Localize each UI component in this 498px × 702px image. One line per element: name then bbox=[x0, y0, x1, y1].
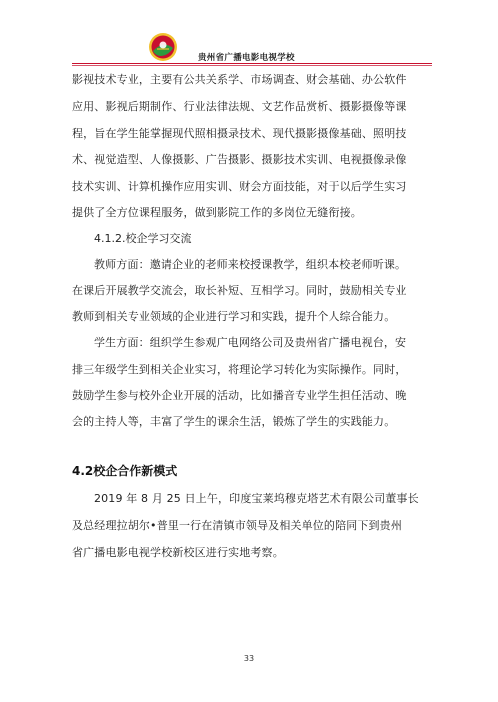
paragraph-line: 2019 年 8 月 25 日上午，印度宝莱坞穆克塔艺术有限公司董事长 bbox=[94, 492, 419, 505]
paragraph-line: 在课后开展教学交流会，取长补短、互相学习。同时，鼓励相关专业 bbox=[72, 284, 407, 297]
school-name: 贵州省广播电影电视学校 bbox=[198, 53, 295, 63]
section-heading: 4.2校企合作新模式 bbox=[72, 464, 178, 478]
header-divider-secondary bbox=[72, 65, 432, 66]
paragraph-line: 术、视觉造型、人像摄影、广告摄影、摄影技术实训、电视摄像录像 bbox=[72, 153, 407, 166]
paragraph-line: 省广播电影电视学校新校区进行实地考察。 bbox=[72, 546, 284, 559]
paragraph-line: 程，旨在学生能掌握现代照相摄录技术、现代摄影摄像基础、照明技 bbox=[72, 127, 407, 140]
subsection-heading: 4.1.2.校企学习交流 bbox=[94, 232, 192, 245]
school-logo-icon bbox=[148, 32, 178, 62]
paragraph-line: 技术实训、计算机操作应用实训、财会方面技能，对于以后学生实习 bbox=[72, 180, 407, 193]
paragraph-line: 鼓励学生参与校外企业开展的活动，比如播音专业学生担任活动、晚 bbox=[72, 389, 407, 402]
paragraph-line: 教师方面：邀请企业的老师来校授课教学，组织本校老师听课。 bbox=[94, 258, 407, 271]
page-header bbox=[0, 0, 498, 62]
page-number: 33 bbox=[243, 654, 255, 663]
paragraph-line: 提供了全方位课程服务，做到影院工作的多岗位无缝衔接。 bbox=[72, 206, 362, 219]
header-divider bbox=[72, 63, 432, 64]
paragraph-line: 学生方面：组织学生参观广电网络公司及贵州省广播电视台，安 bbox=[94, 336, 407, 349]
paragraph-line: 排三年级学生到相关企业实习，将理论学习转化为实际操作。同时， bbox=[72, 363, 407, 376]
paragraph-line: 会的主持人等，丰富了学生的课余生活，锻炼了学生的实践能力。 bbox=[72, 415, 396, 428]
paragraph-line: 及总经理拉胡尔•普里一行在清镇市领导及相关单位的陪同下到贵州 bbox=[72, 519, 402, 532]
paragraph-line: 应用、影视后期制作、行业法律法规、文艺作品赏析、摄影摄像等课 bbox=[72, 100, 407, 113]
paragraph-line: 影视技术专业，主要有公共关系学、市场调查、财会基础、办公软件 bbox=[72, 73, 407, 86]
paragraph-line: 教师到相关专业领域的企业进行学习和实践，提升个人综合能力。 bbox=[72, 310, 396, 323]
